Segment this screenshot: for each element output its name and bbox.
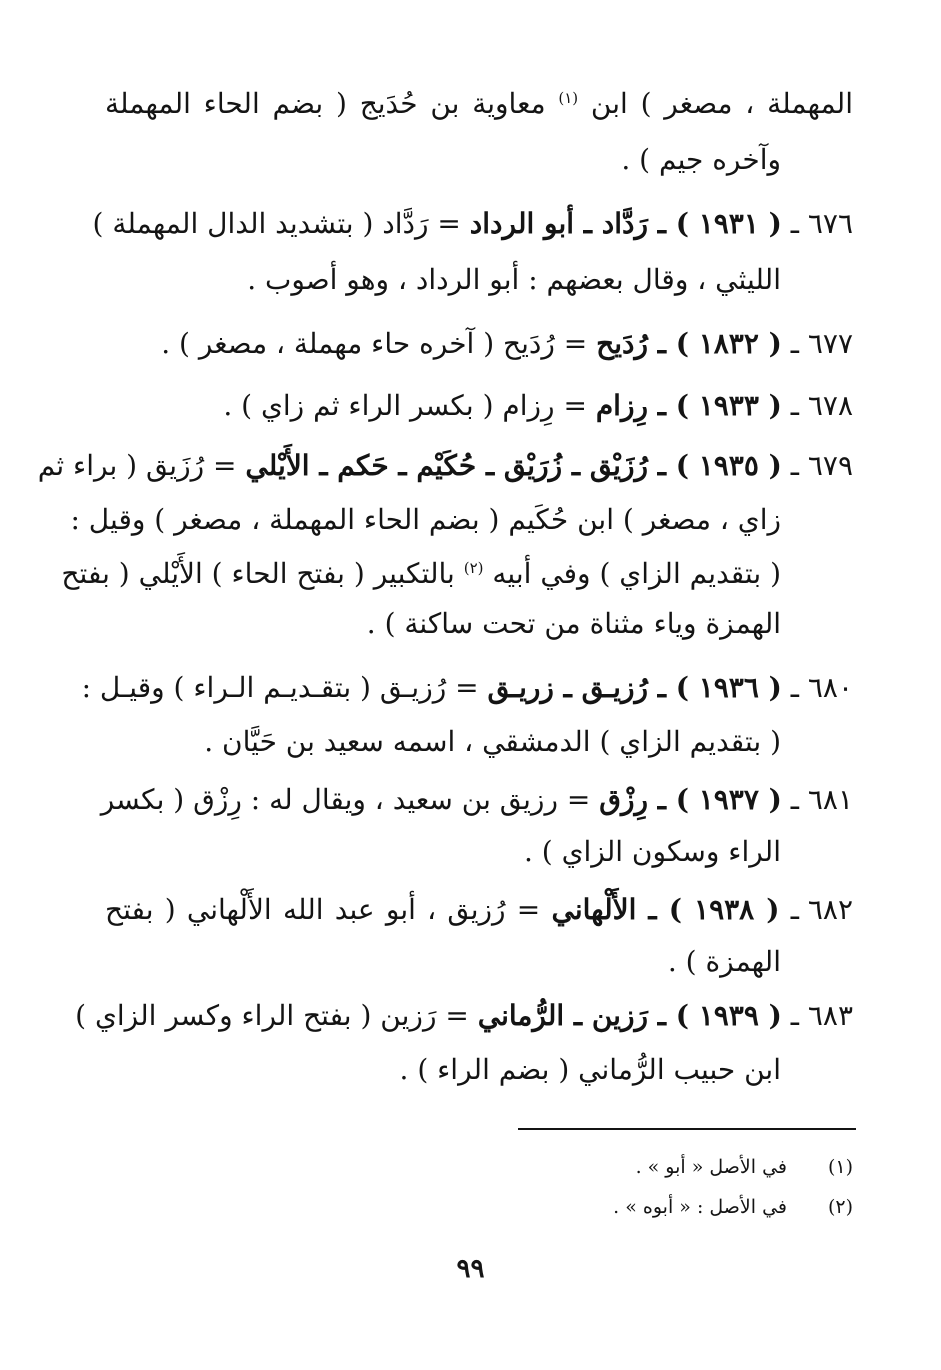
entry-677 [161,324,853,364]
entry-heading: ( ١٩٣٨ ) ـ الأَلْهاني [551,893,780,926]
entry-number: ٦٨٠ ـ [790,671,853,704]
entry-683 [75,996,853,1036]
entry-676 [92,204,853,244]
text-line: المهملة ، مصغر ) ابن $^{(١)}$ معاوية بن حُدَيج ( بضم الحاء المهملة [105,87,853,120]
entry-number: ٦٧٩ ـ [790,449,853,482]
text-line: ( بتقديم الزاي ) الدمشقي ، اسمه سعيد بن حَيَّان . [204,725,781,758]
footnote-number: (١) [827,1156,853,1178]
entry-text: = رُزَيق ( براء ثم [37,449,246,482]
text-line: وآخره جيم ) . [621,143,781,176]
entry-number: ٦٧٧ ـ [790,327,853,360]
text-line: ابن حبيب الرُّماني ( بضم الراء ) . [399,1053,781,1086]
entry-text: = رُزيق ، أبو عبد الله الأَلْهاني ( بفتح [105,893,552,926]
footnote-divider [518,1128,856,1130]
entry-text: = رُدَيح ( آخره حاء مهملة ، مصغر ) . [161,327,597,360]
text-line: زاي ، مصغر ) ابن حُكَيم ( بضم الحاء المهملة ، مصغر ) وقيل : [70,503,781,536]
page-number: ٩٩ [456,1254,485,1284]
entry-number: ٦٨٢ ـ [790,893,853,926]
footnote-marker[interactable]: (١) [558,89,579,107]
text-line: ( بتقديم الزاي ) وفي أبيه $^{(٢)}$ بالتكبير ( بفتح الحاء ) الأَيْلي ( بفتح [61,557,781,590]
entry-number: ٦٧٦ ـ [790,207,853,240]
entry-heading: ( ١٩٣٣ ) ـ رِزام [595,389,782,422]
footnote-text: في الأصل : « أبوه » . [613,1196,787,1218]
entry-number: ٦٨٣ ـ [790,999,853,1032]
entry-heading: ( ١٩٣٩ ) ـ رَزين ـ الرُّماني [477,999,782,1032]
entry-text: = رزيق بن سعيد ، ويقال له : رِزْق ( بكسر [100,783,600,816]
entry-heading: ( ١٩٣٥ ) ـ رُزَيْق ـ زُرَيْق ـ حُكَيْم ـ حَكم ـ الأَيْلي [245,449,782,482]
entry-number: ٦٨١ ـ [790,783,853,816]
text-line: الهمزة وياء مثناة من تحت ساكنة ) . [366,607,781,640]
text-line: الهمزة ) . [667,945,781,978]
entry-680 [81,668,853,708]
entry-681 [100,780,853,820]
text-line: الليثي ، وقال بعضهم : أبو الرداد ، وهو أصوب . [247,263,781,296]
entry-heading: ( ١٩٣١ ) ـ رَدَّاد ـ أبو الرداد [469,207,782,240]
entry-text: = رَزين ( بفتح الراء وكسر الزاي ) [75,999,478,1032]
footnote-marker[interactable]: (٢) [463,559,484,577]
entry-heading: ( ١٩٣٧ ) ـ رِزْق [599,783,782,816]
entry-682 [105,890,853,930]
text-line: الراء وسكون الزاي ) . [523,835,781,868]
footnote-number: (٢) [827,1196,853,1218]
entry-text: = رَدَّاد ( بتشديد الدال المهملة ) [92,207,470,240]
entry-heading: ( ١٩٣٦ ) ـ رُزيـق ـ زريـق [487,671,782,704]
entry-text: = رُزيـق ( بتقـديـم الـراء ) وقيـل : [81,671,488,704]
entry-text: = رِزام ( بكسر الراء ثم زاي ) . [223,389,596,422]
entry-679 [37,446,853,486]
entry-number: ٦٧٨ ـ [790,389,853,422]
entry-heading: ( ١٨٣٢ ) ـ رُدَيح [596,327,782,360]
entry-678 [223,386,853,426]
footnote-text: في الأصل « أبو » . [635,1156,787,1178]
